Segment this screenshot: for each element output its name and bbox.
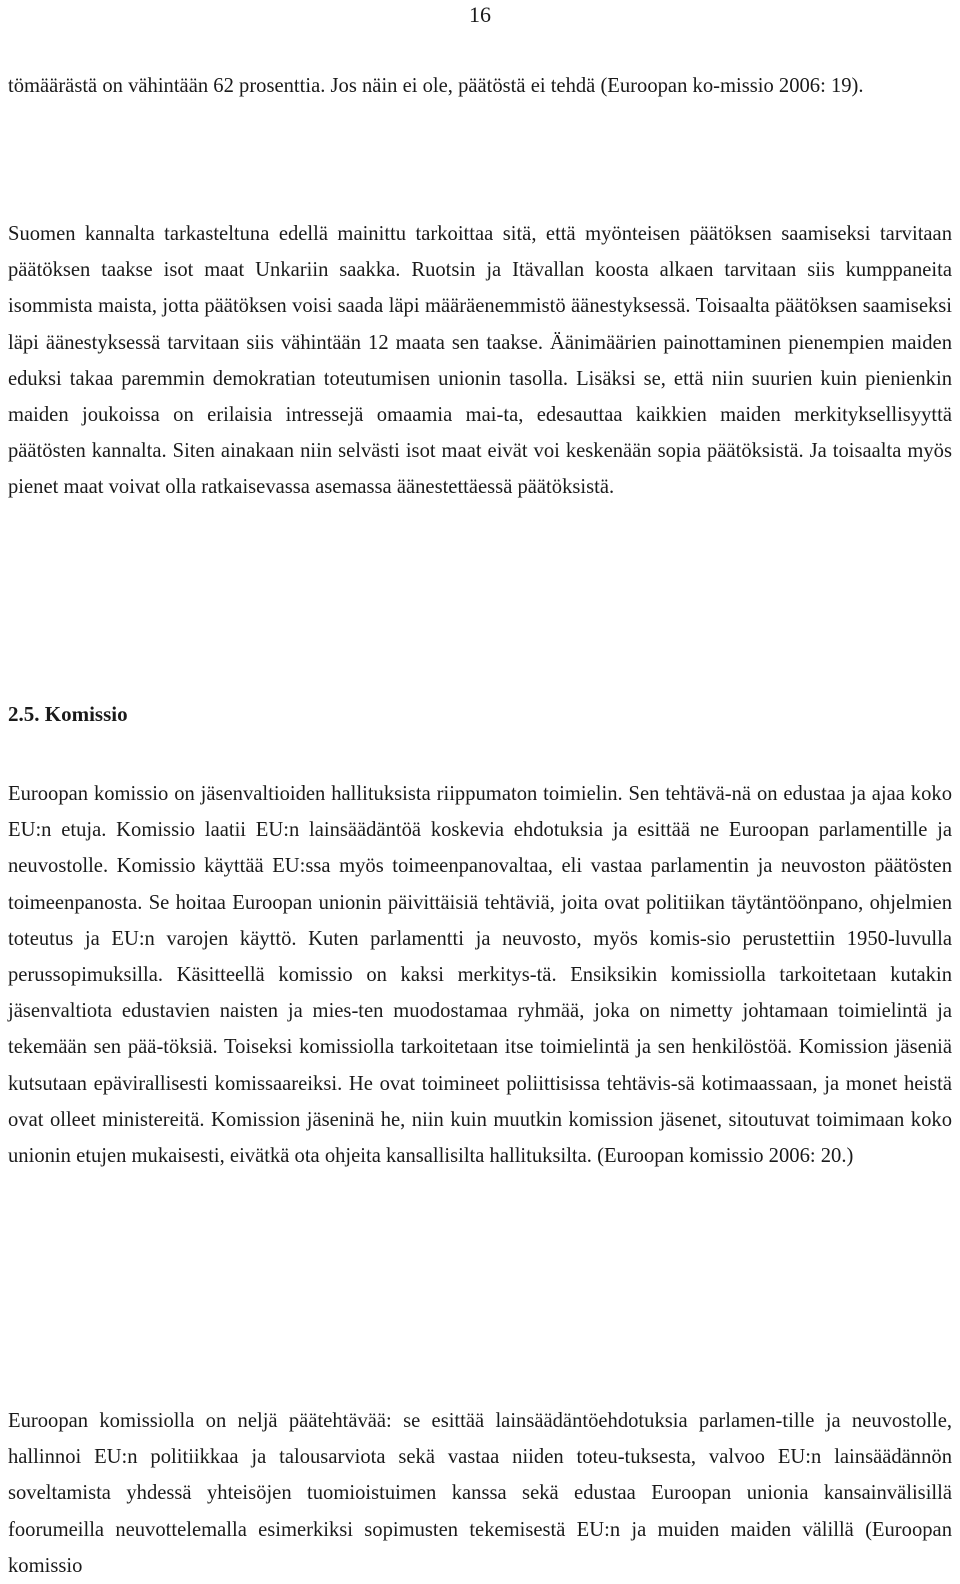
paragraph-1: tömäärästä on vähintään 62 prosenttia. Jos näin ei ole, päätöstä ei tehdä (Euroopan ko-missio 2006: 19). [8,75,864,97]
section-paragraph-1: Euroopan komissio on jäsenvaltioiden hallituksista riippumaton toimielin. Sen tehtävä-nä on edustaa ja ajaa koko EU:n etuja. Komissio laatii EU:n lainsäädäntöä koskevia ehdotuksia ja esittää ne Euroopan parlamentille ja neuvostolle. Komissio käyttää EU:ssa myös toimeenpanovaltaa, eli vastaa parlamentin ja neuvoston päätösten toimeenpanosta. Se hoitaa Euroopan unionin päivittäisiä tehtäviä, joita ovat politiikan täytäntöönpano, ohjelmien toteutus ja EU:n varojen käyttö. Kuten parlamentti ja neuvosto, myös komis-sio perustettiin 1950-luvulla perussopimuksilla. Käsitteellä komissio on kaksi merkitys-tä. Ensiksikin komissiolla tarkoitetaan kutakin jäsenvaltiota edustavien naisten ja mies-ten muodostamaa ryhmää, joka on nimetty johtamaan toimielintä ja tekemään sen pää-töksiä. Toiseksi komissiolla tarkoitetaan itse toimielintä ja sen henkilöstöä. Komission jäseniä kutsutaan epävirallisesti komissaareiksi. He ovat toimineet poliittisissa tehtävis-sä kotimaassaan, ja monet heistä ovat olleet ministereitä. Komission jäseninä he, niin kuin muutkin komission jäsenet, sitoutuvat toimimaan koko unionin etujen mukaisesti, eivätkä ota ohjeita kansallisilta hallituksilta. (Euroopan komissio 2006: 20.) [8,783,952,1168]
section-heading: 2.5. Komissio [8,702,128,726]
paragraph-2: Suomen kannalta tarkasteltuna edellä mainittu tarkoittaa sitä, että myönteisen päätöksen saamiseksi tarvitaan päätöksen taakse isot maat Unkariin saakka. Ruotsin ja Itävallan koosta alkaen tarvitaan siis kumppaneita isommista maista, jotta päätöksen voisi saada läpi määräenemmistö äänestyksessä. Toisaalta päätöksen saamiseksi läpi äänestyksessä tarvitaan siis vähintään 12 maata sen taakse. Äänimäärien painottaminen pienempien maiden eduksi takaa paremmin demokratian toteutumisen unionin tasolla. Lisäksi se, että niin suurien kuin pienienkin maiden joukoissa on erilaisia intressejä omaamia mai-ta, edesauttaa kaikkien maiden merkityksellisyyttä päätösten kannalta. Siten ainakaan niin selvästi isot maat eivät voi keskenään sopia päätöksistä. Ja toisaalta myös pienet maat voivat olla ratkaisevassa asemassa äänestettäessä päätöksistä. [8,223,952,499]
page-number: 16 [469,2,491,27]
section-paragraph-2: Euroopan komissiolla on neljä päätehtävää: se esittää lainsäädäntöehdotuksia parlamen-tille ja neuvostolle, hallinnoi EU:n politiikkaa ja talousarviota sekä vastaa niiden toteu-tuksesta, valvoo EU:n lainsäädännön soveltamista yhdessä yhteisöjen tuomioistuimen kanssa sekä edustaa Euroopan unionia kansainvälisillä foorumeilla neuvottelemalla esimerkiksi sopimusten tekemisestä EU:n ja muiden maiden välillä (Euroopan komissio [8,1410,952,1577]
